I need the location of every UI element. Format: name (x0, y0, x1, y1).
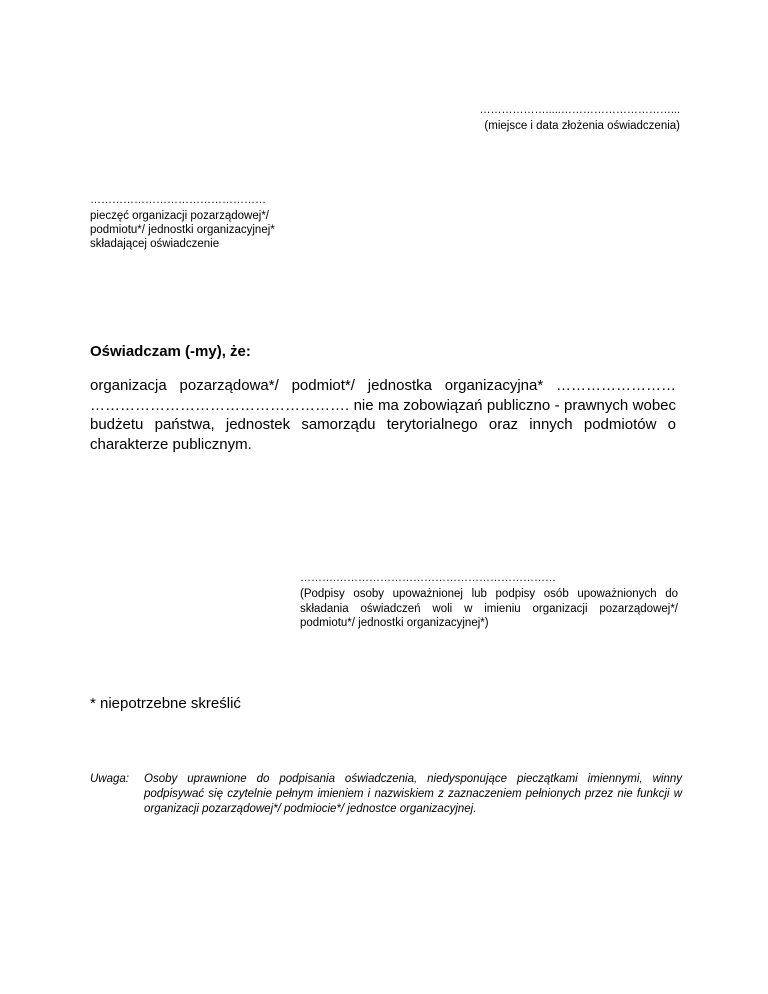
declaration-heading: Oświadczam (-my), że: (90, 343, 251, 360)
stamp-caption-line-1: pieczęć organizacji pozarządowej*/ (90, 210, 269, 222)
stamp-caption-line-3: składającej oświadczenie (90, 238, 220, 250)
signature-caption: (Podpisy osoby upoważnionej lub podpisy osób upoważnionych do składania oświadczeń woli w imieniu organizacji pozarządowej*/ podmiotu*/ jednostki organizacyjnej*) (300, 588, 678, 629)
footnote: * niepotrzebne skreślić (90, 695, 241, 712)
remark-label: Uwaga: (90, 773, 129, 785)
place-date-caption: (miejsce i data złożenia oświadczenia) (484, 120, 680, 132)
remark-block (90, 772, 682, 817)
stamp-caption-line-2: podmiotu*/ jednostki organizacyjnej* (90, 224, 275, 236)
stamp-dotted-line: ………………………………………… (90, 194, 266, 206)
declaration-statement: organizacja pozarządowa*/ podmiot*/ jednostka organizacyjna* …………………… ……………………………………………. nie ma zobowiązań publiczno - prawnych wobec budżetu państwa, jednostek samorządu terytorialnego oraz innych podmiotów o charakterze publicznym. (90, 377, 676, 453)
signature-dotted-line: ……….…………………………………………………… (300, 572, 557, 584)
stamp-block (90, 194, 350, 251)
place-date-dotted-line: ……………….....…………………………... (479, 104, 680, 116)
place-date-block (440, 103, 680, 133)
remark-text: Osoby uprawnione do podpisania oświadczenia, niedysponujące pieczątkami imiennymi, winny podpisywać się czytelnie pełnym imieniem i nazwiskiem z zaznaczeniem pełnionych przez nie funkcji w organizacji pozarządowej*/ podmiocie*/ jednostce organizacyjnej. (144, 773, 682, 815)
signature-block (300, 571, 678, 631)
